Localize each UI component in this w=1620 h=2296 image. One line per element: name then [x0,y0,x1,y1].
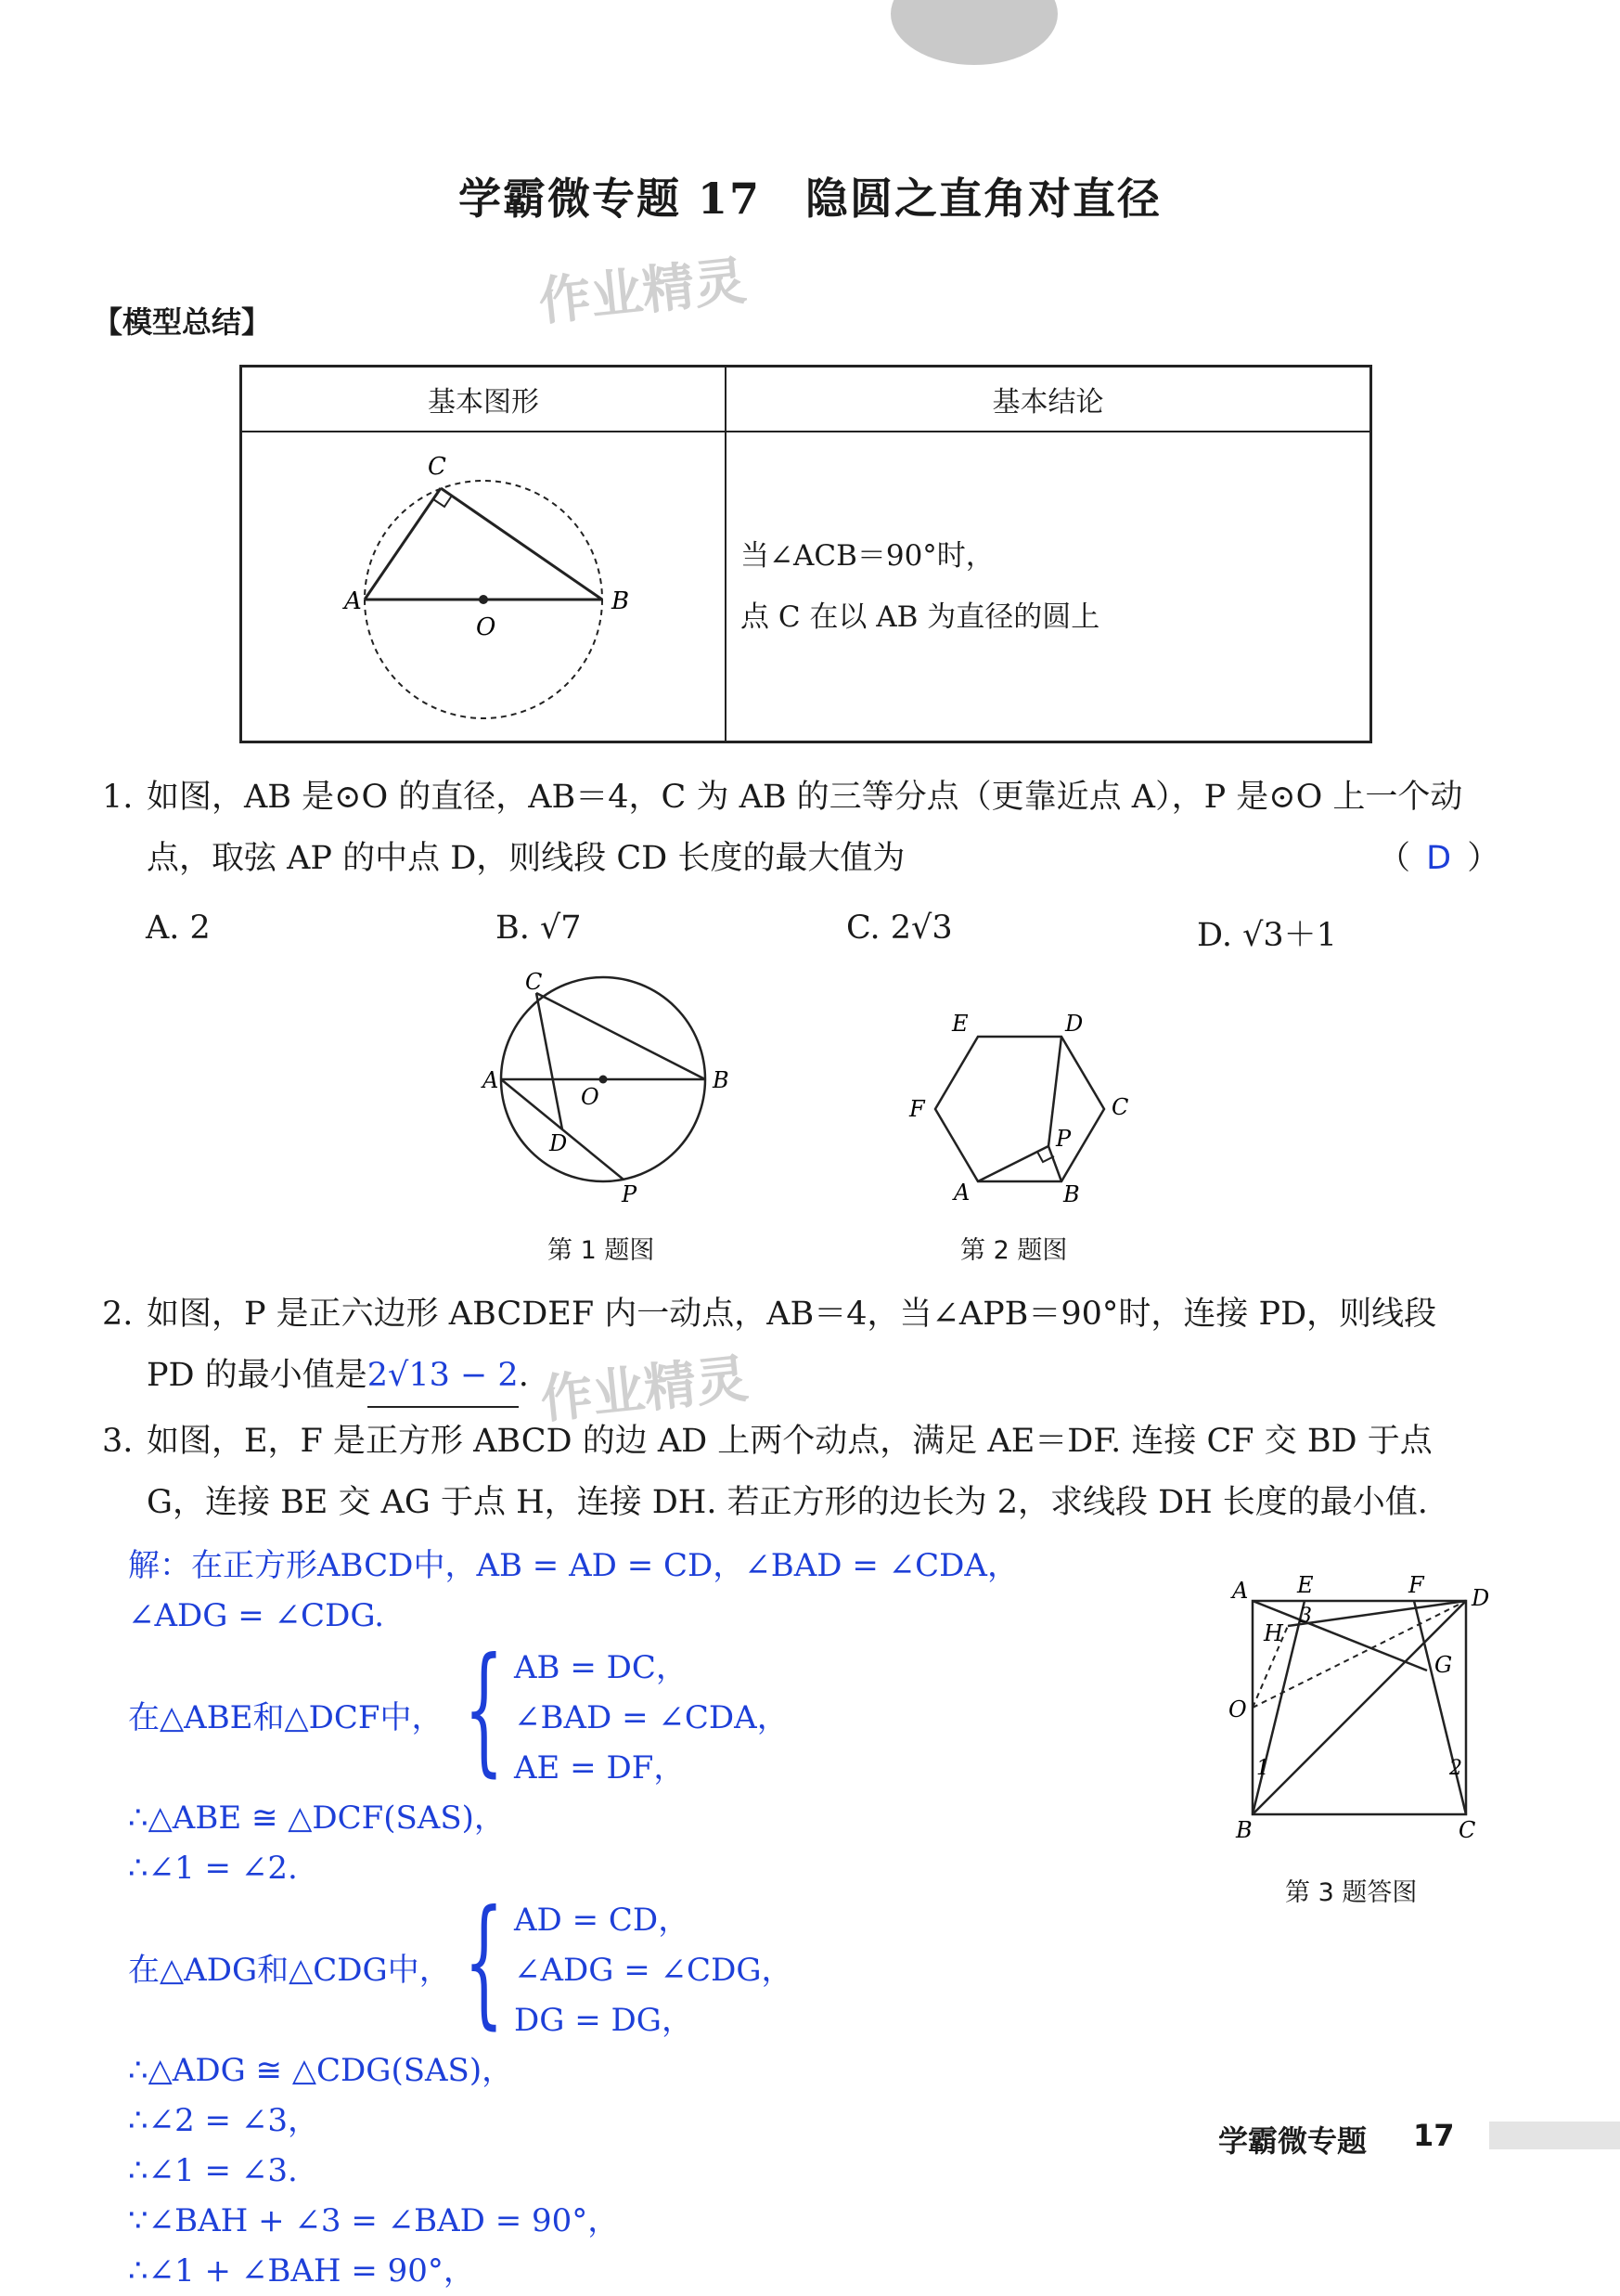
solution-line: ∴∠2 = ∠3， [128,2102,319,2139]
label-b: B [1063,1181,1080,1207]
label-p: P [622,1181,637,1207]
footer-label: 学霸微专题 [1218,2123,1368,2159]
figure-1-caption: 第 1 题图 [547,1236,655,1265]
question-2-line-1: 如图，P 是正六边形 ABCDEF 内一动点，AB＝4，当∠APB＝90°时，连接 PD，则线段 [147,1296,1437,1333]
question-1 [102,767,1522,889]
label-c: C [1459,1817,1476,1843]
paren-open: （ [1378,840,1411,877]
question-number: 2. [102,1296,134,1333]
question-2 [102,1283,1522,1408]
label-a: A [482,1067,499,1093]
question-3 [102,1411,1522,1533]
diagonal-bd [1253,1601,1466,1814]
section-label: 【模型总结】 [93,304,272,340]
congruence-system-1 [128,1629,1149,1793]
figure-2-diagram [898,1011,1139,1211]
center-point [479,595,488,604]
page-number: 17 [1413,2118,1455,2153]
watermark: 作业精灵 [535,251,750,333]
choice-d: D. √3＋1 [1197,917,1337,954]
question-1-line-1: 如图，AB 是⊙O 的直径，AB＝4，C 为 AB 的三等分点（更靠近点 A），P 是⊙O 上一个动 [147,779,1463,816]
solution-line: ∴△ABE ≅ △DCF(SAS)， [128,1799,506,1837]
brace-icon: { [464,1629,504,1790]
solution-line: ∠ADG = ∠CDG. [128,1597,385,1634]
congruence-system-2 [128,1881,1149,2045]
segment-cd [536,993,562,1129]
conclusion-text [726,525,1369,648]
question-2-line-2 [111,1345,1522,1408]
choice-c: C. 2√3 [846,909,953,947]
label-p: P [1056,1126,1072,1152]
brace-icon: { [464,1881,504,2043]
model-summary-table [239,365,1372,743]
condition: DG = DG， [514,2002,693,2039]
label-c: C [428,452,446,481]
basic-figure-diagram [242,432,725,737]
label-d: D [549,1130,568,1156]
label-c: C [1112,1094,1129,1120]
footer-decoration [1489,2122,1620,2149]
table-header-conclusion: 基本结论 [726,367,1371,432]
table-cell-conclusion [726,432,1371,742]
label-d: D [1065,1011,1084,1037]
conclusion-line-2: 点 C 在以 AB 为直径的圆上 [740,600,1100,634]
segment-cf [1414,1601,1466,1814]
condition: ∠ADG = ∠CDG， [514,1952,793,1989]
conclusion-line-1: 当∠ACB＝90°时， [740,538,995,573]
solution-block [128,1541,1149,2296]
figure-1-diagram [482,969,742,1207]
condition: AD = CD， [514,1902,690,1939]
label-e: E [952,1011,969,1037]
choice-a: A. 2 [146,909,211,947]
label-b: B [1236,1817,1253,1843]
label-f: F [1408,1572,1424,1598]
solution-line: ∵∠BAH + ∠3 = ∠BAD = 90°， [128,2202,620,2239]
condition: AB = DC， [514,1649,688,1686]
label-f: F [909,1096,925,1122]
label-o: O [1228,1696,1247,1722]
question-number: 1. [102,779,134,816]
center-point [599,1076,608,1084]
system-prefix: 在△ABE和△DCF中， [128,1699,444,1736]
label-c: C [525,969,543,995]
label-b: B [713,1067,729,1093]
label-g: G [1434,1652,1453,1678]
question-number: 3. [102,1423,134,1460]
figure-3-diagram [1215,1568,1490,1856]
segment-cb [441,488,602,600]
page-title: 学霸微专题 17 隐圆之直角对直径 [457,174,1163,224]
solution-line: ∴△ADG ≅ △CDG(SAS)， [128,2052,514,2089]
solution-line: ∴∠1 = ∠2. [128,1850,298,1887]
table-header-figure: 基本图形 [241,367,726,432]
solution-line: ∴∠1 + ∠BAH = 90°， [128,2252,475,2290]
label-o: O [581,1084,599,1110]
system-prefix: 在△ADG和△CDG中， [128,1952,451,1989]
segment-ac [365,488,441,600]
angle-label-2: 2 [1449,1757,1462,1780]
chord-cb [536,993,705,1079]
solution-line: ∴∠1 = ∠3. [128,2152,298,2189]
system-conditions [514,1895,793,2045]
paren-close: ） [1467,840,1500,877]
question-1-choices [146,909,1445,956]
question-3-line-1: 如图，E，F 是正方形 ABCD 的边 AD 上两个动点，满足 AE＝DF. 连接 CF 交 BD 于点 [147,1423,1433,1460]
choice-b: B. √7 [495,909,582,947]
figure-3-caption: 第 3 题答图 [1285,1878,1418,1907]
label-e: E [1297,1572,1314,1598]
watermark: 作业精灵 [537,1348,752,1431]
angle-label-3: 3 [1299,1605,1312,1628]
label-h: H [1264,1620,1283,1646]
angle-label-1: 1 [1256,1757,1269,1780]
label-a: A [344,587,362,615]
label-d: D [1472,1585,1490,1611]
question-1-line-2-text: 点，取弦 AP 的中点 D，则线段 CD 长度的最大值为 [147,840,906,877]
table-cell-figure [241,432,726,742]
question-2-line-2-suffix: . [518,1357,529,1394]
solution-line: 解：在正方形ABCD中，AB = AD = CD，∠BAD = ∠CDA， [128,1547,1019,1584]
label-a: A [1232,1578,1249,1604]
question-3-line-2: G，连接 BE 交 AG 于点 H，连接 DH. 若正方形的边长为 2，求线段 DH 长度的最小值. [147,1484,1428,1521]
condition: AE = DF， [514,1749,686,1786]
label-b: B [611,587,630,615]
condition: ∠BAD = ∠CDA， [514,1699,789,1736]
system-conditions [514,1643,789,1793]
figure-2-caption: 第 2 题图 [960,1236,1068,1265]
label-o: O [476,613,496,641]
answer-blank: 2√13 − 2 [367,1345,519,1408]
label-a: A [954,1180,971,1206]
answer-bracket [1378,828,1499,889]
top-decoration [891,0,1058,65]
question-2-line-2-prefix: PD 的最小值是 [147,1357,367,1394]
answer-choice: D [1426,840,1452,877]
question-1-line-2 [111,828,1522,889]
